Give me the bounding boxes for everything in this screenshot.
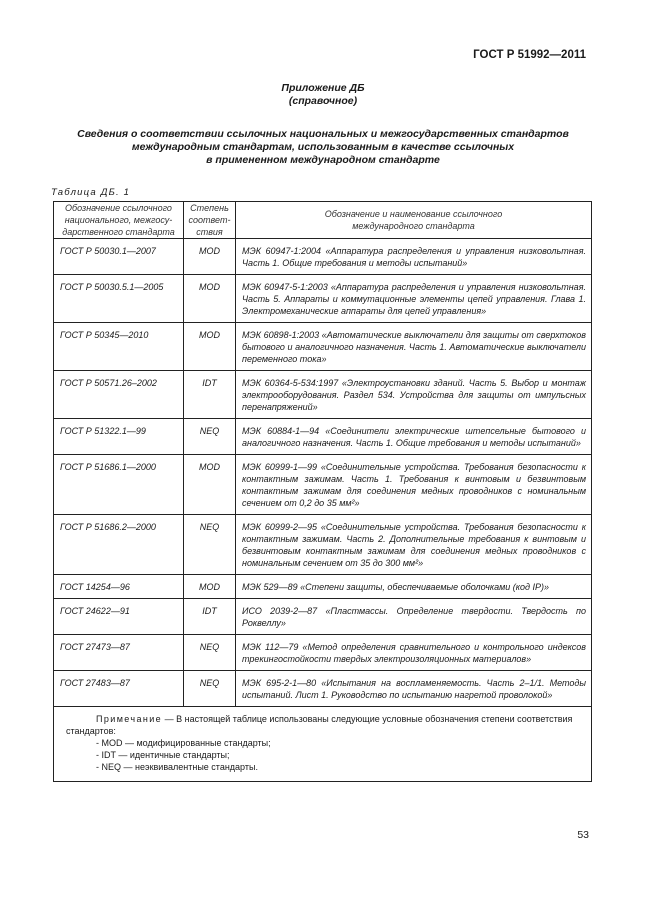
note-text: — В настоящей таблице использованы следующие условные обозначения степени соответствия стандартов: (66, 714, 573, 736)
header-international-standard (236, 202, 592, 239)
appendix-title (0, 82, 646, 108)
international-standard-cell: МЭК 60364-5-534:1997 «Электроустановки зданий. Часть 5. Выбор и монтаж электрооборудования. Раздел 534. Устройства для защиты от импульсных перенапряжений» (236, 371, 592, 419)
table-header-row (54, 202, 592, 239)
degree-cell: NEQ (184, 515, 236, 575)
national-standard-cell: ГОСТ Р 50571.26–2002 (54, 371, 184, 419)
degree-cell: IDT (184, 371, 236, 419)
reference-standards-table (53, 201, 592, 782)
table-caption: Таблица ДБ. 1 (51, 187, 131, 198)
degree-cell: NEQ (184, 635, 236, 671)
appendix-subtitle: (справочное) (288, 95, 358, 107)
international-standard-cell: МЭК 60999-1—99 «Соединительные устройства. Требования безопасности к контактным зажимам. Часть 1. Требования к винтовым и безвинтовым контактным зажимам для соединения медных проводников с номинальным сечением от 0,2 до 35 мм²» (236, 455, 592, 515)
note-item-neq: - NEQ — неэквивалентные стандарты. (96, 762, 258, 772)
national-standard-cell: ГОСТ Р 51322.1—99 (54, 419, 184, 455)
header-col2-line: соответ- (188, 215, 231, 225)
national-standard-cell: ГОСТ Р 50030.1—2007 (54, 239, 184, 275)
table-row (54, 515, 592, 575)
table-row (54, 455, 592, 515)
table-row (54, 575, 592, 599)
table-row (54, 239, 592, 275)
national-standard-cell: ГОСТ Р 50030.5.1—2005 (54, 275, 184, 323)
international-standard-cell: МЭК 529—89 «Степени защиты, обеспечиваемые оболочками (код IP)» (236, 575, 592, 599)
international-standard-cell: МЭК 695-2-1—80 «Испытания на воспламеняемость. Часть 2–1/1. Методы испытаний. Лист 1. Руководство по испытанию нагретой проволокой» (236, 671, 592, 707)
degree-cell: IDT (184, 599, 236, 635)
table-row (54, 599, 592, 635)
degree-cell: NEQ (184, 671, 236, 707)
table-row (54, 275, 592, 323)
header-col3-line: международного стандарта (352, 221, 475, 231)
note-item-mod: - MOD — модифицированные стандарты; (96, 738, 271, 748)
international-standard-cell: МЭК 60999-2—95 «Соединительные устройства. Требования безопасности к контактным зажимам. Часть 2. Дополнительные требования к винтовым и безвинтовым контактным зажимам для соединения медных проводников с номинальным сечением от 35 до 300 мм²» (236, 515, 592, 575)
international-standard-cell: ИСО 2039-2—87 «Пластмассы. Определение твердости. Твердость по Роквеллу» (236, 599, 592, 635)
header-col1-line: дарственного стандарта (62, 227, 175, 237)
note-intro (66, 713, 585, 737)
table-row (54, 635, 592, 671)
header-degree (184, 202, 236, 239)
note-item-idt: - IDT — идентичные стандарты; (96, 750, 230, 760)
degree-cell: MOD (184, 575, 236, 599)
international-standard-cell: МЭК 60947-1:2004 «Аппаратура распределения и управления низковольтная. Часть 1. Общие требования и методы испытаний» (236, 239, 592, 275)
national-standard-cell: ГОСТ Р 51686.2—2000 (54, 515, 184, 575)
degree-cell: MOD (184, 239, 236, 275)
table-row (54, 419, 592, 455)
international-standard-cell: МЭК 60884-1—94 «Соединители электрические штепсельные бытового и аналогичного назначения. Часть 1. Общие требования и методы испытаний» (236, 419, 592, 455)
national-standard-cell: ГОСТ Р 51686.1—2000 (54, 455, 184, 515)
national-standard-cell: ГОСТ Р 50345—2010 (54, 323, 184, 371)
section-heading (50, 128, 596, 167)
degree-cell: MOD (184, 275, 236, 323)
heading-line-3: в примененном международном стандарте (206, 154, 440, 166)
international-standard-cell: МЭК 112—79 «Метод определения сравнительного и контрольного индексов трекингостойкости твердых электроизоляционных материалов» (236, 635, 592, 671)
page-number: 53 (577, 829, 589, 841)
appendix-label: Приложение ДБ (281, 82, 365, 94)
header-national-standard (54, 202, 184, 239)
degree-cell: MOD (184, 455, 236, 515)
header-col3-line: Обозначение и наименование ссылочного (324, 209, 503, 219)
national-standard-cell: ГОСТ 24622—91 (54, 599, 184, 635)
heading-line-2: международным стандартам, использованным в качестве ссылочных (131, 141, 515, 153)
table-row (54, 371, 592, 419)
degree-cell: NEQ (184, 419, 236, 455)
national-standard-cell: ГОСТ 27473—87 (54, 635, 184, 671)
table-note-row (54, 707, 592, 782)
note-label: Примечание (96, 714, 163, 724)
national-standard-cell: ГОСТ 14254—96 (54, 575, 184, 599)
international-standard-cell: МЭК 60947-5-1:2003 «Аппаратура распределения и управления низковольтная. Часть 5. Аппараты и коммутационные элементы цепей управления. Глава 1. Электромеханические аппараты для цепей управления» (236, 275, 592, 323)
header-col2-line: ствия (196, 227, 223, 237)
header-col2-line: Степень (190, 203, 229, 213)
national-standard-cell: ГОСТ 27483—87 (54, 671, 184, 707)
international-standard-cell: МЭК 60898-1:2003 «Автоматические выключатели для защиты от сверхтоков бытового и аналогичного назначения. Часть 1. Автоматические выключатели переменного тока» (236, 323, 592, 371)
header-col1-line: Обозначение ссылочного (65, 203, 172, 213)
heading-line-1: Сведения о соответствии ссылочных национальных и межгосударственных стандартов (77, 128, 569, 140)
table-row (54, 323, 592, 371)
table-row (54, 671, 592, 707)
degree-cell: MOD (184, 323, 236, 371)
table-note (54, 707, 592, 782)
header-col1-line: национального, межгосу- (64, 215, 173, 225)
document-code: ГОСТ Р 51992—2011 (473, 49, 586, 61)
